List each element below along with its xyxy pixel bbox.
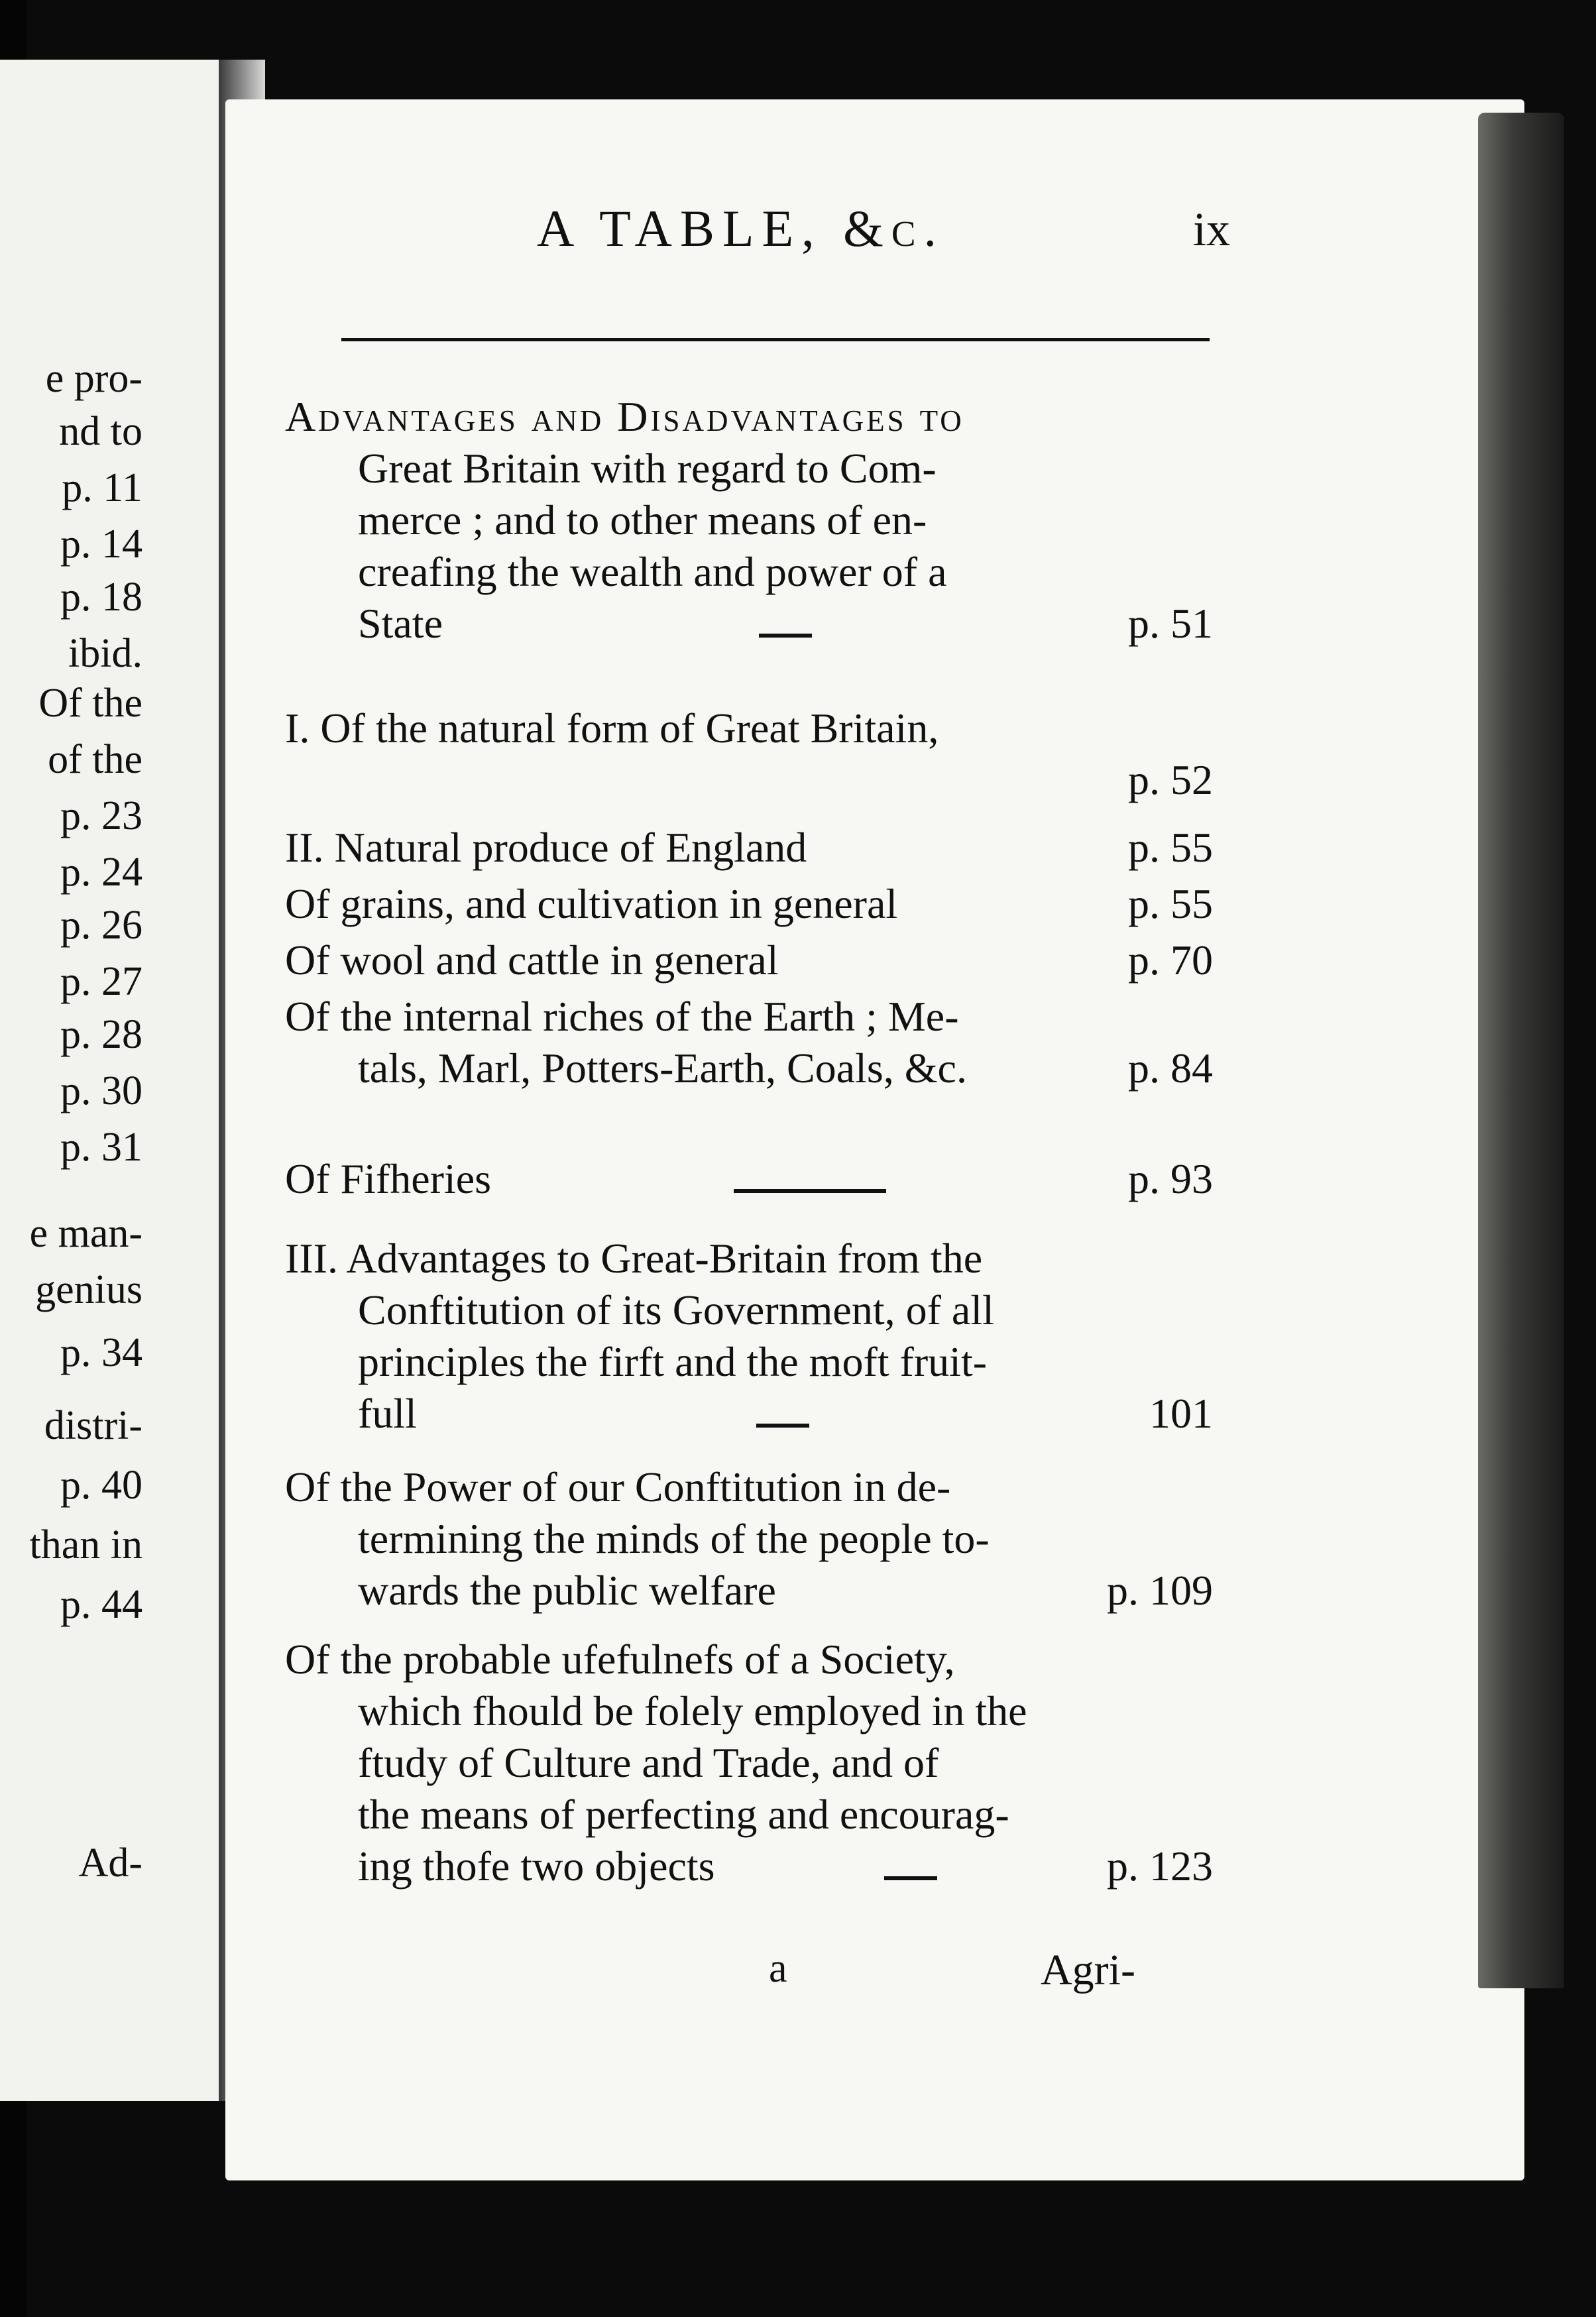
- toc-entry: [285, 1233, 1213, 1440]
- toc-entry: [285, 878, 1213, 930]
- leader-dash: [756, 1424, 809, 1428]
- left-page-line: p. 18: [60, 575, 142, 620]
- left-page-line: p. 11: [62, 465, 142, 510]
- page-reference: p. 55: [1128, 824, 1213, 871]
- page-reference: p. 123: [1107, 1842, 1213, 1890]
- toc-entry-line: Advantages and Disadvantages to: [285, 393, 964, 440]
- left-page-line: p. 26: [60, 903, 142, 948]
- toc-entry: [285, 703, 1213, 806]
- toc-entry-line: ftudy of Culture and Trade, and of: [358, 1739, 939, 1787]
- left-page-line: p. 44: [60, 1582, 142, 1627]
- toc-entry: [285, 822, 1213, 874]
- left-page-line: of the: [48, 737, 142, 782]
- toc-entry-last-line: full: [358, 1390, 417, 1438]
- left-page-line: Of the: [38, 681, 142, 726]
- toc-entry-last-line: ing thofe two objects: [358, 1842, 715, 1890]
- toc-entry-line: termining the minds of the people to-: [358, 1515, 990, 1563]
- left-page-line: p. 40: [60, 1463, 142, 1508]
- toc-entry-last-line: wards the public welfare: [358, 1567, 776, 1614]
- left-page-line: genius: [35, 1267, 142, 1312]
- toc-entry: [285, 934, 1213, 986]
- page-reference: p. 52: [1128, 756, 1213, 804]
- toc-entry-line: Of the internal riches of the Earth ; Me-: [285, 993, 959, 1040]
- left-page-line: ibid.: [68, 631, 142, 676]
- left-page-line: p. 27: [60, 959, 142, 1004]
- left-page-line: than in: [29, 1522, 142, 1567]
- page-reference: p. 109: [1107, 1567, 1213, 1614]
- leader-dash: [734, 1189, 886, 1193]
- toc-entry-line: creafing the wealth and power of a: [358, 548, 947, 596]
- toc-entry: [285, 1153, 1213, 1205]
- toc-entry: [285, 391, 1213, 650]
- toc-entry-last-line: tals, Marl, Potters-Earth, Coals, &c.: [358, 1045, 967, 1092]
- toc-entry-line: III. Advantages to Great-Britain from the: [285, 1235, 983, 1282]
- toc-entry-line: Great Britain with regard to Com-: [358, 445, 937, 492]
- toc-entry-last-line: Of wool and cattle in general: [285, 936, 779, 984]
- left-page-line: e man-: [29, 1211, 142, 1256]
- page-reference: p. 51: [1128, 600, 1213, 648]
- left-page-line: p. 23: [60, 793, 142, 838]
- toc-entry-last-line: Of grains, and cultivation in general: [285, 880, 898, 927]
- toc-entry-line: the means of perfecting and encourag-: [358, 1791, 1009, 1838]
- page-folio: ix: [1193, 203, 1231, 256]
- page-reference: p. 84: [1128, 1045, 1213, 1092]
- toc-entry-line: Of the Power of our Conftitution in de-: [285, 1463, 951, 1510]
- toc-entry-line: principles the firft and the moft fruit-: [358, 1338, 988, 1386]
- left-page-line: p. 31: [60, 1125, 142, 1170]
- catchword: Agri-: [1041, 1946, 1135, 1994]
- toc-entry-line: Conftitution of its Government, of all: [358, 1286, 994, 1334]
- header-rule: [341, 338, 1210, 341]
- toc-entry-last-line: State: [358, 600, 443, 648]
- toc-entry: [285, 1634, 1213, 1892]
- left-page-line: p. 14: [60, 522, 142, 567]
- toc-entry-line: which fhould be folely employed in the: [358, 1687, 1027, 1735]
- left-page-line: p. 34: [60, 1330, 142, 1375]
- page-reference: p. 70: [1128, 936, 1213, 984]
- left-page-line: p. 24: [60, 850, 142, 895]
- leader-dash: [759, 634, 812, 638]
- page-reference: p. 93: [1128, 1155, 1213, 1202]
- book-fore-edge: [1478, 113, 1564, 1988]
- leader-dash: [884, 1876, 937, 1880]
- page-reference: 101: [1149, 1390, 1213, 1438]
- left-page-line: distri-: [44, 1403, 142, 1448]
- page-running-title: A TABLE, &c.: [537, 199, 945, 257]
- signature-mark: a: [769, 1946, 787, 1991]
- toc-entry-last-line: II. Natural produce of England: [285, 824, 807, 871]
- left-page-line: nd to: [59, 409, 142, 454]
- left-page-line: p. 28: [60, 1012, 142, 1057]
- page-reference: p. 55: [1128, 880, 1213, 927]
- left-page-line: e pro-: [45, 356, 142, 401]
- toc-entry-line: Of the probable ufefulnefs of a Society,: [285, 1636, 955, 1683]
- toc-entry: [285, 1461, 1213, 1616]
- left-page-line: p. 30: [60, 1068, 142, 1113]
- toc-entry: [285, 991, 1213, 1094]
- toc-entry-line: merce ; and to other means of en-: [358, 496, 927, 544]
- toc-entry-line: I. Of the natural form of Great Britain,: [285, 705, 939, 752]
- left-page-fragment: [0, 60, 223, 2101]
- left-page-line: Ad-: [78, 1840, 142, 1886]
- toc-entry-last-line: Of Fifheries: [285, 1155, 492, 1202]
